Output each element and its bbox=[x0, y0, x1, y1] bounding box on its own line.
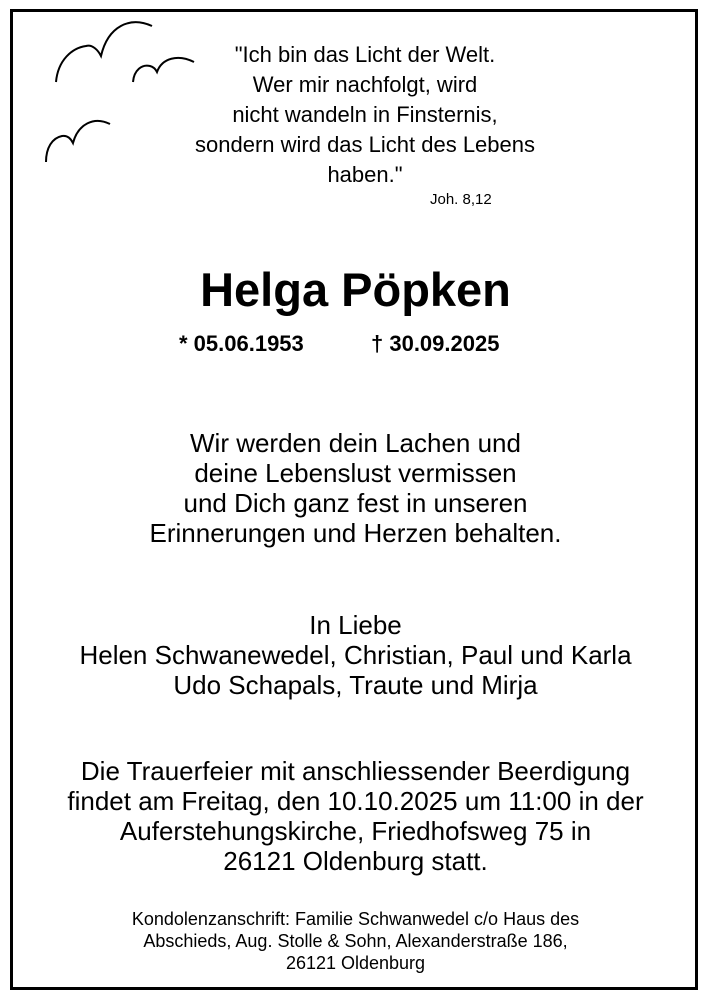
quote-line: "Ich bin das Licht der Welt. bbox=[234, 42, 496, 67]
mourners-list bbox=[0, 610, 711, 700]
quote-line: Wer mir nachfolgt, wird bbox=[252, 72, 478, 97]
memorial-verse bbox=[0, 428, 711, 548]
verse-line: deine Lebenslust vermissen bbox=[194, 458, 517, 488]
deceased-name: Helga Pöpken bbox=[200, 263, 511, 316]
death-date: † 30.09.2025 bbox=[371, 331, 500, 356]
quote-line: nicht wandeln in Finsternis, bbox=[232, 102, 498, 127]
quote-line: haben." bbox=[327, 162, 403, 187]
funeral-service-info bbox=[0, 756, 711, 876]
service-line: findet am Freitag, den 10.10.2025 um 11:00 in der bbox=[67, 786, 644, 816]
quote-line: sondern wird das Licht des Lebens bbox=[195, 132, 535, 157]
condolence-line: Kondolenzanschrift: Familie Schwanwedel c/o Haus des bbox=[131, 909, 580, 929]
verse-line: Erinnerungen und Herzen behalten. bbox=[149, 518, 562, 548]
family-line: Helen Schwanewedel, Christian, Paul und Karla bbox=[79, 640, 632, 670]
bird-icon-top bbox=[56, 22, 152, 82]
condolence-line: 26121 Oldenburg bbox=[285, 953, 426, 973]
quote-reference: Joh. 8,12 bbox=[430, 191, 492, 208]
verse-line: Wir werden dein Lachen und bbox=[190, 428, 521, 458]
verse-line: und Dich ganz fest in unseren bbox=[183, 488, 528, 518]
family-line: Udo Schapals, Traute und Mirja bbox=[173, 670, 538, 700]
family-line: In Liebe bbox=[309, 610, 402, 640]
service-line: 26121 Oldenburg statt. bbox=[223, 846, 488, 876]
service-line: Die Trauerfeier mit anschliessender Beerdigung bbox=[80, 756, 631, 786]
bird-icon-bottom bbox=[46, 121, 110, 162]
service-line: Auferstehungskirche, Friedhofsweg 75 in bbox=[119, 816, 592, 846]
bible-quote bbox=[140, 40, 590, 190]
condolence-line: Abschieds, Aug. Stolle & Sohn, Alexanderstraße 186, bbox=[143, 931, 568, 951]
birth-date: * 05.06.1953 bbox=[179, 331, 304, 356]
condolence-address bbox=[0, 908, 711, 974]
